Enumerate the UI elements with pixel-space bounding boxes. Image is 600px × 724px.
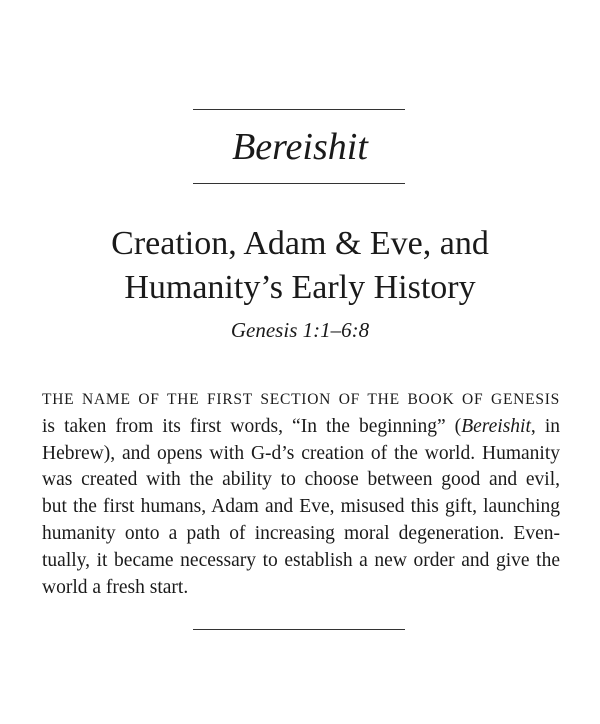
bottom-divider: [193, 629, 405, 630]
middle-divider: [193, 183, 405, 184]
intro-line-2-start: is taken from its first words, “In the beginning” (: [42, 415, 462, 437]
section-name: Bereishit: [232, 126, 368, 168]
lead-in-small-caps: THE NAME OF THE FIRST SECTION OF THE BOOK OF GENESIS: [42, 391, 560, 408]
intro-line-4: was created with the ability to choose between good and evil,: [42, 469, 560, 491]
hebrew-term: Bereishit: [461, 415, 531, 437]
intro-line-1: [42, 386, 560, 414]
chapter-title: [60, 222, 540, 310]
chapter-title-line-2: Humanity’s Early History: [124, 269, 476, 306]
intro-line-5: but the first humans, Adam and Eve, misused this gift, launching: [42, 496, 560, 518]
intro-line-2: [42, 414, 560, 441]
intro-line-7: tually, it became necessary to establish a new order and give the: [42, 549, 560, 571]
scripture-reference: Genesis 1:1–6:8: [230, 318, 370, 342]
intro-line-6: humanity onto a path of increasing moral degeneration. Even-: [42, 522, 560, 544]
chapter-title-line-1: Creation, Adam & Eve, and: [111, 225, 489, 262]
intro-paragraph: [42, 386, 560, 601]
intro-line-3: Hebrew), and opens with G-d’s creation of the world. Humanity: [42, 442, 560, 464]
top-divider: [193, 109, 405, 110]
intro-line-8: world a fresh start.: [42, 576, 189, 598]
intro-line-2-end: , in: [530, 415, 561, 437]
